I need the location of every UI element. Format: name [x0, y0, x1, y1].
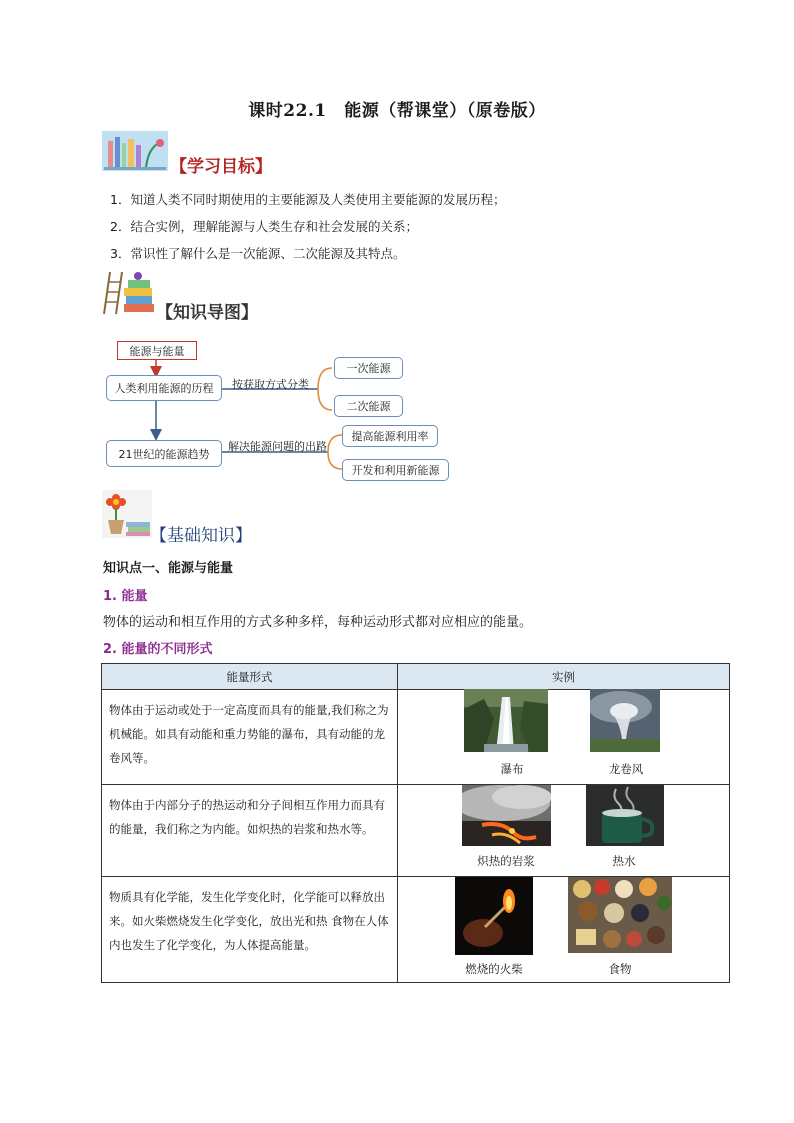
- table-cell-desc: 物体由于运动或处于一定高度而具有的能量,我们称之为机械能。如具有动能和重力势能的瀑布，具有动能的龙卷风等。: [102, 690, 398, 785]
- burning-match-photo: [455, 877, 533, 955]
- table-cell-example: [398, 877, 730, 983]
- book-stack-ladder-icon: [102, 270, 156, 316]
- table-cell-example: [398, 690, 730, 785]
- subheading-energy: 1. 能量: [103, 589, 148, 604]
- mindmap-node-history: 人类利用能源的历程: [106, 375, 222, 401]
- mindmap-leaf-new-energy: 开发和利用新能源: [342, 459, 449, 481]
- tornado-photo: [590, 689, 660, 752]
- waterfall-photo: [464, 689, 548, 752]
- mindmap-leaf-secondary: 二次能源: [334, 395, 403, 417]
- table-header: 实例: [398, 664, 730, 690]
- section-basics-heading: 【基础知识】: [150, 526, 252, 546]
- lava-photo: [462, 785, 551, 846]
- hot-water-mug-photo: [586, 785, 664, 846]
- knowledge-point-title: 知识点一、能源与能量: [103, 561, 234, 576]
- food-photo: [568, 877, 672, 953]
- section-goals-heading: 【学习目标】: [170, 157, 272, 177]
- goal-item: 2．结合实例，理解能源与人类生存和社会发展的关系；: [110, 219, 418, 234]
- caption-match: 燃烧的火柴: [465, 962, 523, 976]
- paragraph-energy: 物体的运动和相互作用的方式多种多样，每种运动形式都对应相应的能量。: [103, 615, 533, 630]
- mindmap-node-trend: 21世纪的能源趋势: [106, 440, 222, 467]
- section-map-heading: 【知识导图】: [156, 303, 258, 323]
- caption-waterfall: 瀑布: [500, 762, 524, 776]
- table-header: 能量形式: [102, 664, 398, 690]
- flower-pot-icon: [102, 490, 152, 538]
- goal-item: 3．常识性了解什么是一次能源、二次能源及其特点。: [110, 246, 406, 261]
- caption-food: 食物: [608, 962, 632, 976]
- table-cell-desc: 物质具有化学能，发生化学变化时，化学能可以释放出来。如火柴燃烧发生化学变化，放出光和热 食物在人体内也发生了化学变化，为人体提高能量。: [102, 877, 398, 983]
- goal-item: 1．知道人类不同时期使用的主要能源及人类使用主要能源的发展历程；: [110, 192, 506, 207]
- mindmap-leaf-efficiency: 提高能源利用率: [342, 425, 438, 447]
- caption-hot-water: 热水: [612, 854, 636, 868]
- mindmap-edge-label-classify: 按获取方式分类: [232, 378, 309, 391]
- caption-tornado: 龙卷风: [608, 762, 644, 776]
- mindmap-leaf-primary: 一次能源: [334, 357, 403, 379]
- subheading-energy-forms: 2. 能量的不同形式: [103, 642, 213, 657]
- mindmap-node-energy-source: 能源与能量: [117, 341, 197, 360]
- caption-lava: 炽热的岩浆: [477, 854, 535, 868]
- table-cell-desc: 物体由于内部分子的热运动和分子间相互作用力而具有的能量，我们称之为内能。如炽热的岩浆和热水等。: [102, 785, 398, 877]
- books-icon: [102, 131, 168, 171]
- mindmap-edge-label-solution: 解决能源问题的出路: [228, 440, 327, 453]
- table-cell-example: [398, 785, 730, 877]
- page-title: 课时22.1 能源（帮课堂）（原卷版）: [248, 101, 546, 121]
